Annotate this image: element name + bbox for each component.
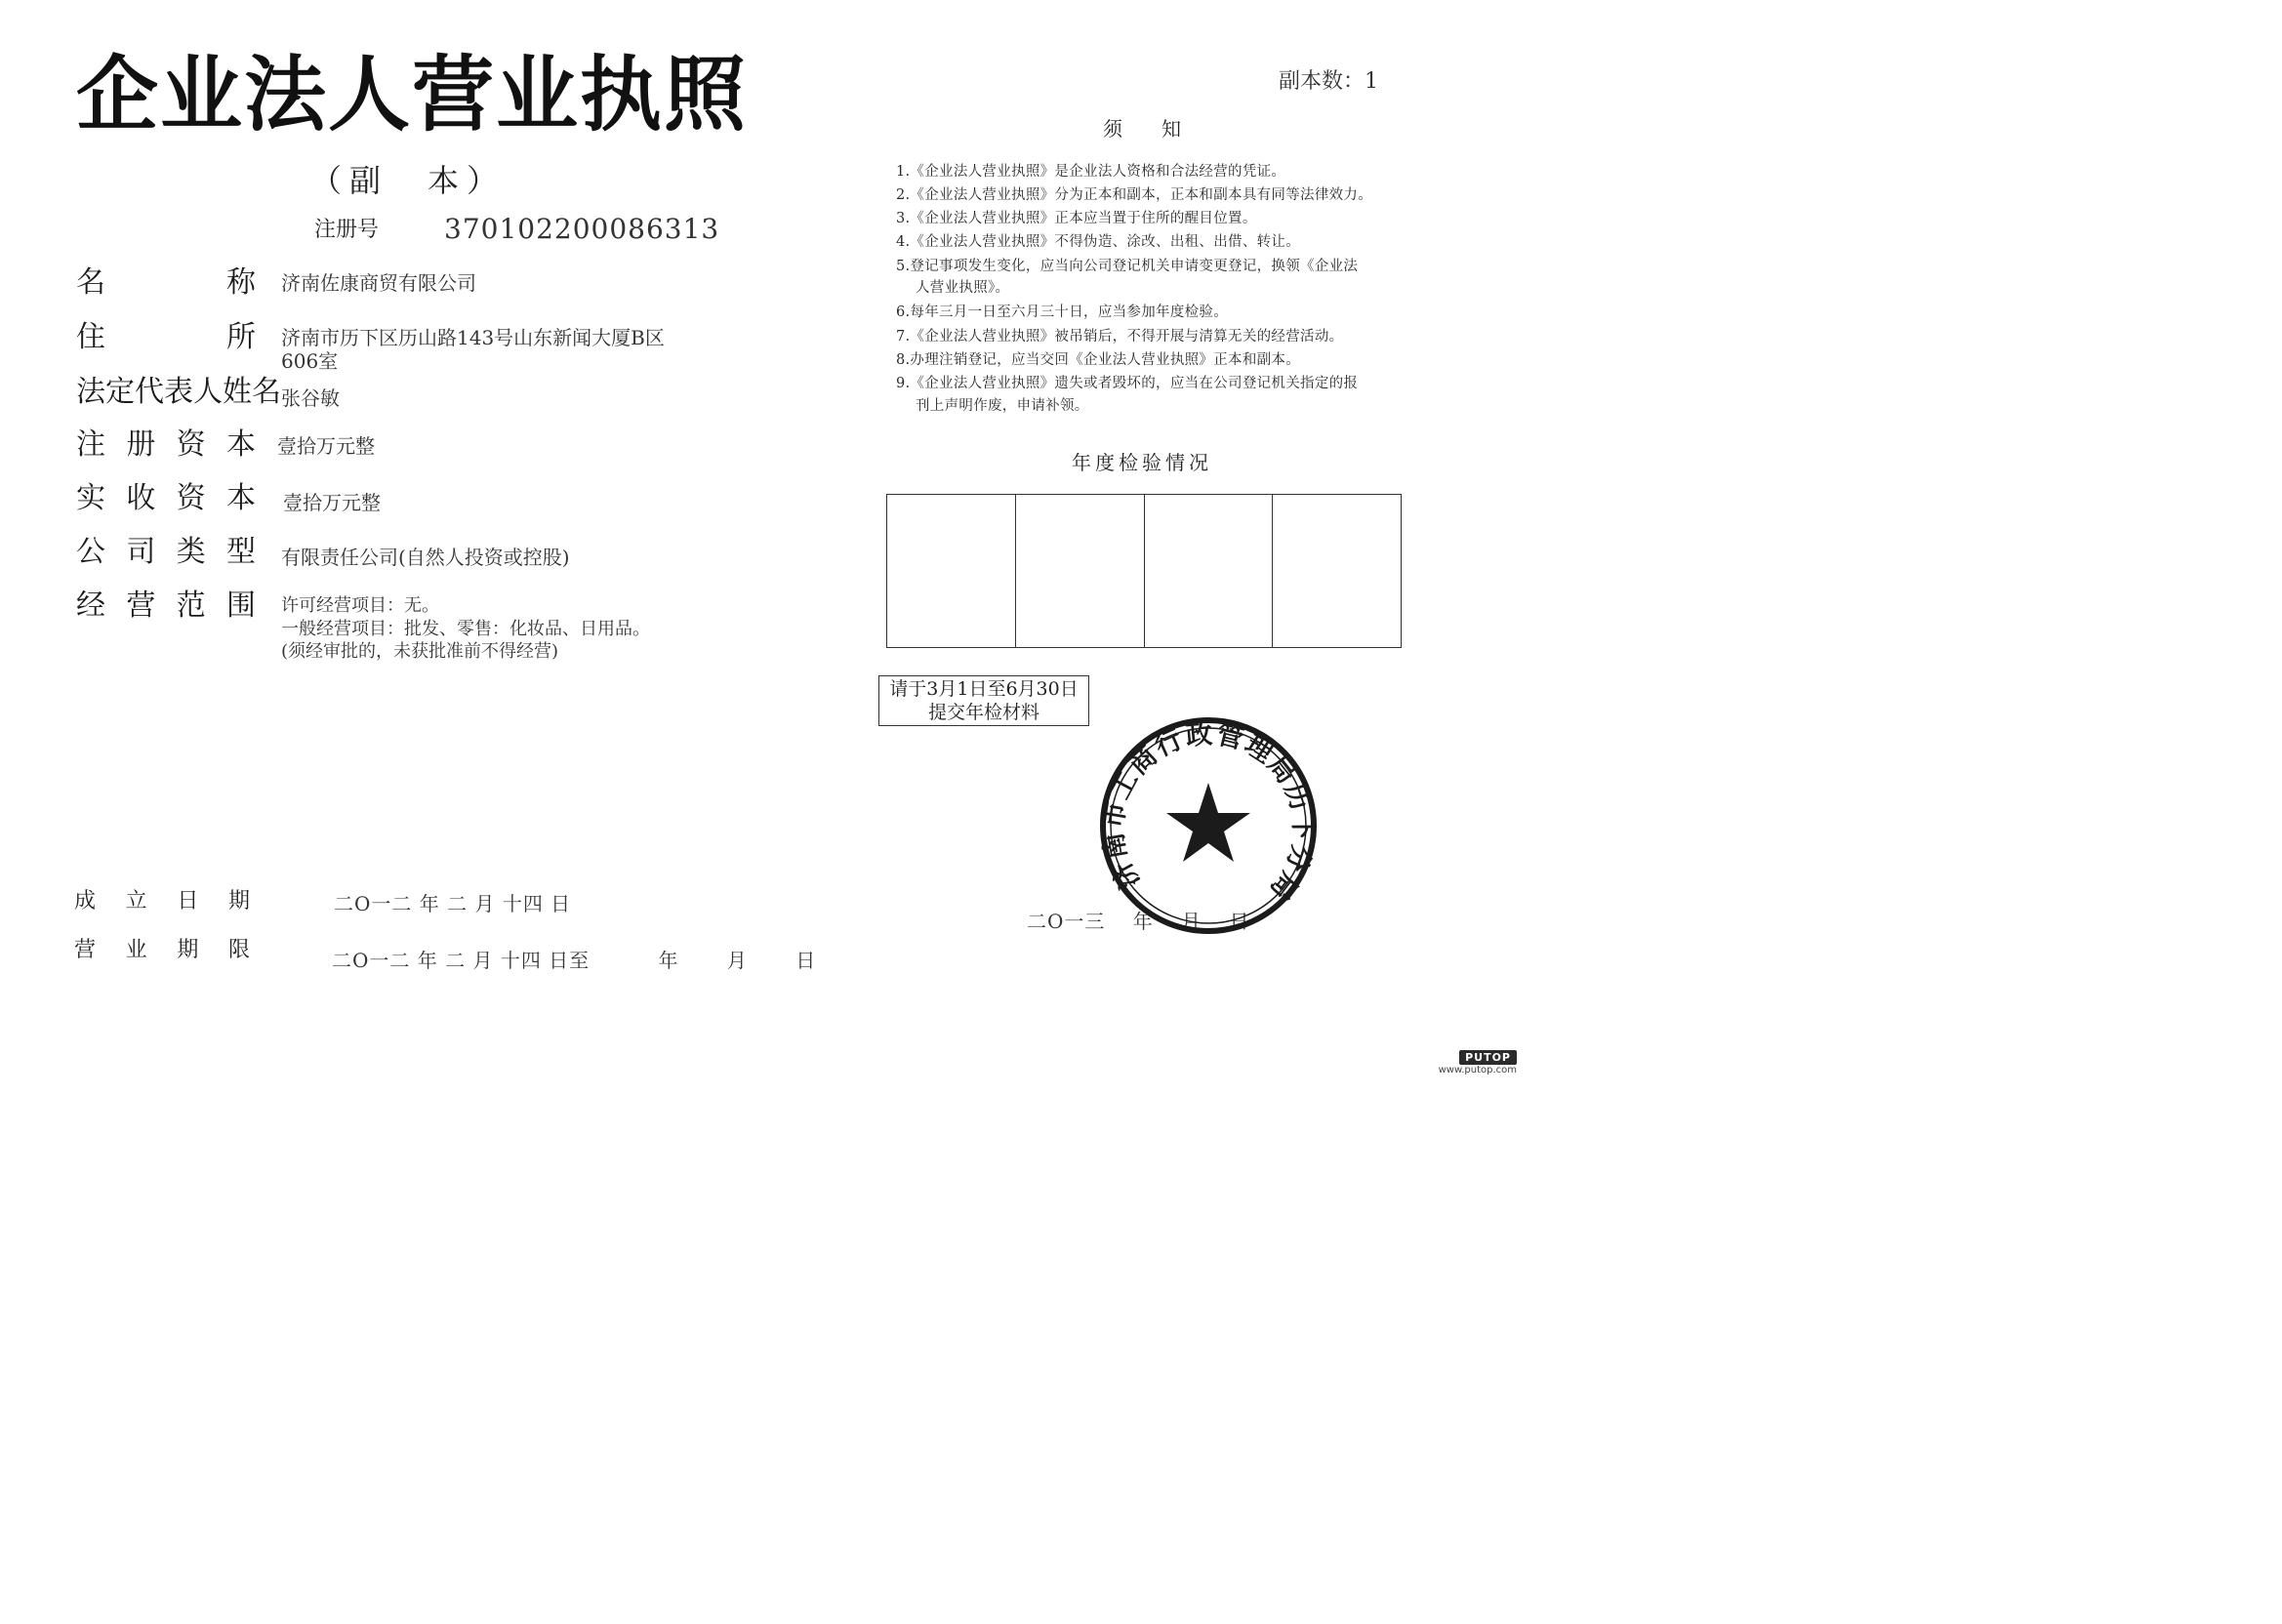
document-subtitle: （副 本） xyxy=(310,162,507,199)
registration-number: 370102200086313 xyxy=(444,213,720,245)
field-value-address-line1: 济南市历下区历山路143号山东新闻大厦B区 xyxy=(281,326,665,349)
inspection-box xyxy=(1016,495,1145,647)
annual-inspection-heading: 年度检验情况 xyxy=(1072,451,1212,474)
watermark-logo: PUTOP xyxy=(1459,1050,1517,1065)
notice-item-continued: 人营业执照》。 xyxy=(916,280,1010,296)
notice-item: 9.《企业法人营业执照》遗失或者毁坏的，应当在公司登记机关指定的报 xyxy=(896,376,1359,391)
field-value-business-scope-line1: 许可经营项目：无。 xyxy=(281,595,439,616)
document-title: 企业法人营业执照 xyxy=(76,47,749,142)
field-value-address-line2: 606室 xyxy=(281,349,339,373)
notice-item: 1.《企业法人营业执照》是企业法人资格和合法经营的凭证。 xyxy=(896,164,1286,180)
field-label-paid-capital: 实 收 资 本 xyxy=(76,481,256,515)
stamp-note-line1: 请于3月1日至6月30日 xyxy=(889,678,1079,700)
business-term-label: 营 业 期 限 xyxy=(74,938,250,962)
star-icon xyxy=(1166,783,1250,862)
issue-date: 二O一三 年 月 日 xyxy=(1027,910,1250,933)
notice-item-continued: 刊上声明作废，申请补领。 xyxy=(916,398,1089,414)
notice-item: 2.《企业法人营业执照》分为正本和副本，正本和副本具有同等法律效力。 xyxy=(896,187,1373,203)
notice-heading: 须知 xyxy=(1103,117,1220,141)
field-label-business-scope: 经 营 范 围 xyxy=(76,589,256,623)
inspection-box xyxy=(1273,495,1401,647)
notice-item: 7.《企业法人营业执照》被吊销后，不得开展与清算无关的经营活动。 xyxy=(896,329,1344,345)
field-value-business-scope-line2: 一般经营项目：批发、零售：化妆品、日用品。 xyxy=(281,619,650,639)
notice-item: 6.每年三月一日至六月三十日，应当参加年度检验。 xyxy=(896,304,1229,320)
inspection-box xyxy=(887,495,1016,647)
inspection-box xyxy=(1145,495,1274,647)
registration-label: 注册号 xyxy=(314,218,380,242)
seal-text: 济南市工商行政管理局历下分局 xyxy=(1098,718,1319,908)
business-term-value: 二O一二 年 二 月 十四 日至 年 月 日 xyxy=(332,949,817,972)
notice-item: 8.办理注销登记，应当交回《企业法人营业执照》正本和副本。 xyxy=(896,352,1301,368)
field-value-business-scope-line3: (须经审批的，未获批准前不得经营) xyxy=(281,641,559,662)
notice-item: 4.《企业法人营业执照》不得伪造、涂改、出租、出借、转让。 xyxy=(896,234,1301,250)
watermark xyxy=(1439,1050,1517,1076)
field-label-address: 住 所 xyxy=(76,320,256,354)
annual-inspection-stamp-note xyxy=(878,675,1089,726)
field-value-registered-capital: 壹拾万元整 xyxy=(277,434,375,458)
field-value-legal-rep: 张谷敏 xyxy=(281,386,340,410)
field-label-legal-rep: 法定代表人姓名 xyxy=(76,375,281,409)
established-date-label: 成 立 日 期 xyxy=(74,889,250,914)
watermark-url: www.putop.com xyxy=(1438,1065,1517,1076)
copy-count: 副本数：1 xyxy=(1279,69,1378,94)
stamp-note-line2: 提交年检材料 xyxy=(927,702,1039,723)
field-label-company-type: 公 司 类 型 xyxy=(76,535,256,569)
field-value-company-type: 有限责任公司(自然人投资或控股) xyxy=(281,546,570,569)
notice-item: 5.登记事项发生变化，应当向公司登记机关申请变更登记，换领《企业法 xyxy=(896,259,1359,274)
notice-item: 3.《企业法人营业执照》正本应当置于住所的醒目位置。 xyxy=(896,211,1257,226)
field-value-name: 济南佐康商贸有限公司 xyxy=(281,271,476,295)
field-label-registered-capital: 注 册 资 本 xyxy=(76,427,256,462)
established-date-value: 二O一二 年 二 月 十四 日 xyxy=(334,892,572,915)
official-seal xyxy=(1097,714,1320,937)
field-value-paid-capital: 壹拾万元整 xyxy=(283,491,381,514)
annual-inspection-grid xyxy=(886,494,1402,648)
field-label-name: 名 称 xyxy=(76,265,256,300)
